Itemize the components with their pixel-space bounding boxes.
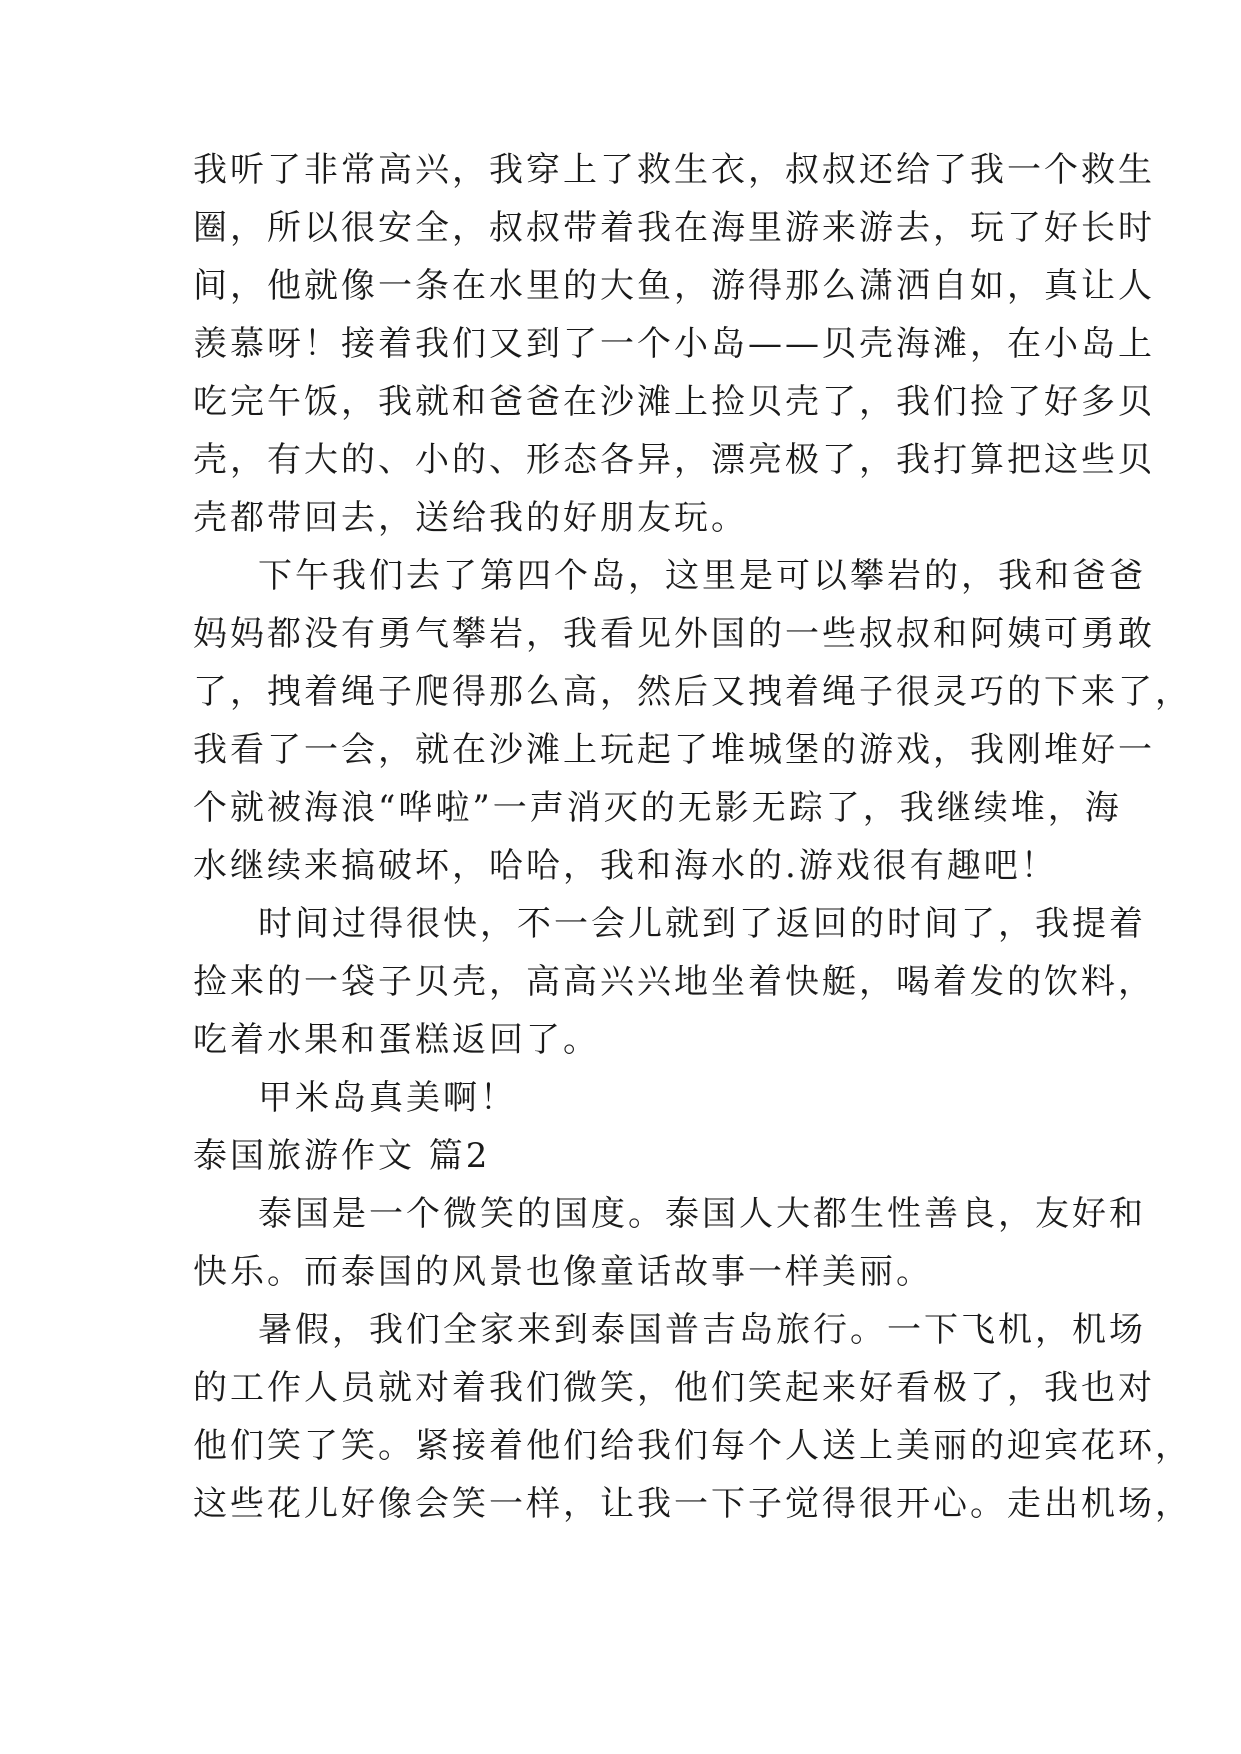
paragraph-start-line: 暑假，我们全家来到泰国普吉岛旅行。一下飞机，机场 [258, 1310, 1146, 1350]
paragraph-start-line: 时间过得很快，不一会儿就到了返回的时间了，我提着 [258, 904, 1146, 944]
text-line: 羡慕呀！接着我们又到了一个小岛——贝壳海滩，在小岛上 [193, 324, 1155, 364]
paragraph-start-line: 甲米岛真美啊！ [258, 1078, 517, 1118]
text-line: 我看了一会，就在沙滩上玩起了堆城堡的游戏，我刚堆好一 [193, 730, 1155, 770]
text-line: 吃完午饭，我就和爸爸在沙滩上捡贝壳了，我们捡了好多贝 [193, 382, 1155, 422]
section-heading: 泰国旅游作文 篇2 [193, 1136, 491, 1176]
text-line: 我听了非常高兴，我穿上了救生衣，叔叔还给了我一个救生 [193, 150, 1155, 190]
paragraph-start-line: 下午我们去了第四个岛，这里是可以攀岩的，我和爸爸 [258, 556, 1146, 596]
text-line: 个就被海浪“哗啦”一声消灭的无影无踪了，我继续堆，海 [193, 788, 1122, 828]
text-line: 妈妈都没有勇气攀岩，我看见外国的一些叔叔和阿姨可勇敢 [193, 614, 1155, 654]
text-line: 水继续来搞破坏，哈哈，我和海水的.游戏很有趣吧！ [193, 846, 1058, 886]
text-line: 吃着水果和蛋糕返回了。 [193, 1020, 600, 1060]
text-line: 壳，有大的、小的、形态各异，漂亮极了，我打算把这些贝 [193, 440, 1155, 480]
text-line: 圈，所以很安全，叔叔带着我在海里游来游去，玩了好长时 [193, 208, 1155, 248]
text-line: 了，拽着绳子爬得那么高，然后又拽着绳子很灵巧的下来了， [193, 672, 1192, 712]
text-line: 的工作人员就对着我们微笑，他们笑起来好看极了，我也对 [193, 1368, 1155, 1408]
text-line: 捡来的一袋子贝壳，高高兴兴地坐着快艇，喝着发的饮料， [193, 962, 1155, 1002]
paragraph-start-line: 泰国是一个微笑的国度。泰国人大都生性善良，友好和 [258, 1194, 1146, 1234]
text-line: 壳都带回去，送给我的好朋友玩。 [193, 498, 748, 538]
text-line: 他们笑了笑。紧接着他们给我们每个人送上美丽的迎宾花环， [193, 1426, 1192, 1466]
text-line: 快乐。而泰国的风景也像童话故事一样美丽。 [193, 1252, 933, 1292]
text-line: 间，他就像一条在水里的大鱼，游得那么潇洒自如，真让人 [193, 266, 1155, 306]
text-line: 这些花儿好像会笑一样，让我一下子觉得很开心。走出机场， [193, 1484, 1192, 1524]
